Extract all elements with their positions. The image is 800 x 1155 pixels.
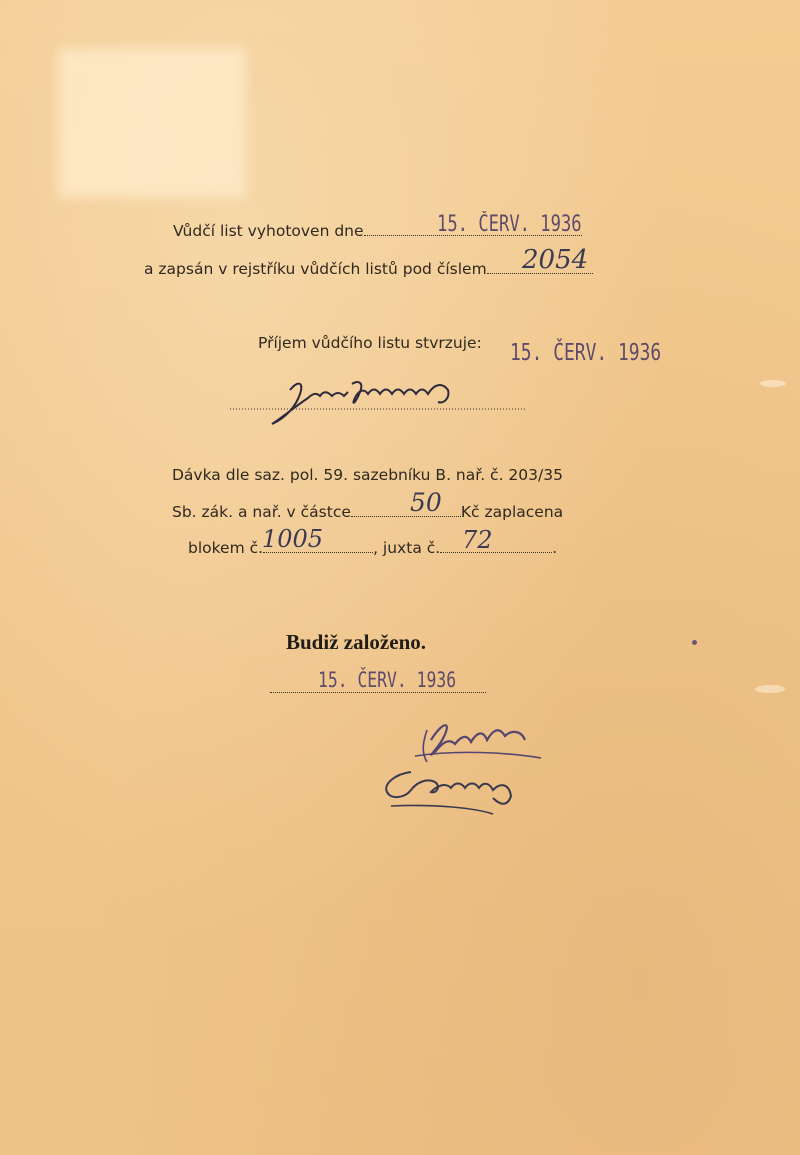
block-line	[188, 538, 557, 558]
amount-prefix: Sb. zák. a nař. v částce	[172, 503, 351, 521]
official-signature	[375, 712, 555, 832]
amount-line	[172, 502, 563, 522]
register-number-handwritten: 2054	[522, 245, 589, 275]
bottom-date-field	[270, 692, 486, 693]
bottom-date-stamp: 15. ČERV. 1936	[318, 668, 457, 692]
paper-patch	[58, 48, 246, 198]
fee-line: Dávka dle saz. pol. 59. sazebníku B. nař. č. 203/35	[172, 466, 563, 484]
juxta-end: .	[552, 539, 558, 557]
receipt-label: Příjem vůdčího listu stvrzuje:	[258, 334, 482, 352]
block-label: blokem č.	[188, 539, 264, 557]
block-number-handwritten: 1005	[262, 525, 324, 553]
register-label: a zapsán v rejstříku vůdčích listů pod číslem	[144, 260, 487, 278]
amount-handwritten: 50	[410, 488, 442, 517]
ink-dot	[692, 640, 697, 645]
amount-field	[351, 502, 461, 517]
archive-heading: Budiž založeno.	[286, 630, 426, 654]
juxta-number-handwritten: 72	[462, 526, 493, 554]
receipt-date-stamp: 15. ČERV. 1936	[510, 340, 662, 366]
amount-suffix: Kč zaplacena	[460, 503, 564, 521]
juxta-label: , juxta č.	[373, 539, 441, 557]
paper-fleck	[760, 380, 786, 387]
paper-fleck	[755, 685, 785, 693]
receipt-signature	[228, 372, 528, 432]
issued-date-stamp: 15. ČERV. 1936	[437, 212, 582, 237]
juxta-number-field	[440, 538, 552, 553]
issued-label: Vůdčí list vyhotoven dne	[173, 222, 364, 240]
